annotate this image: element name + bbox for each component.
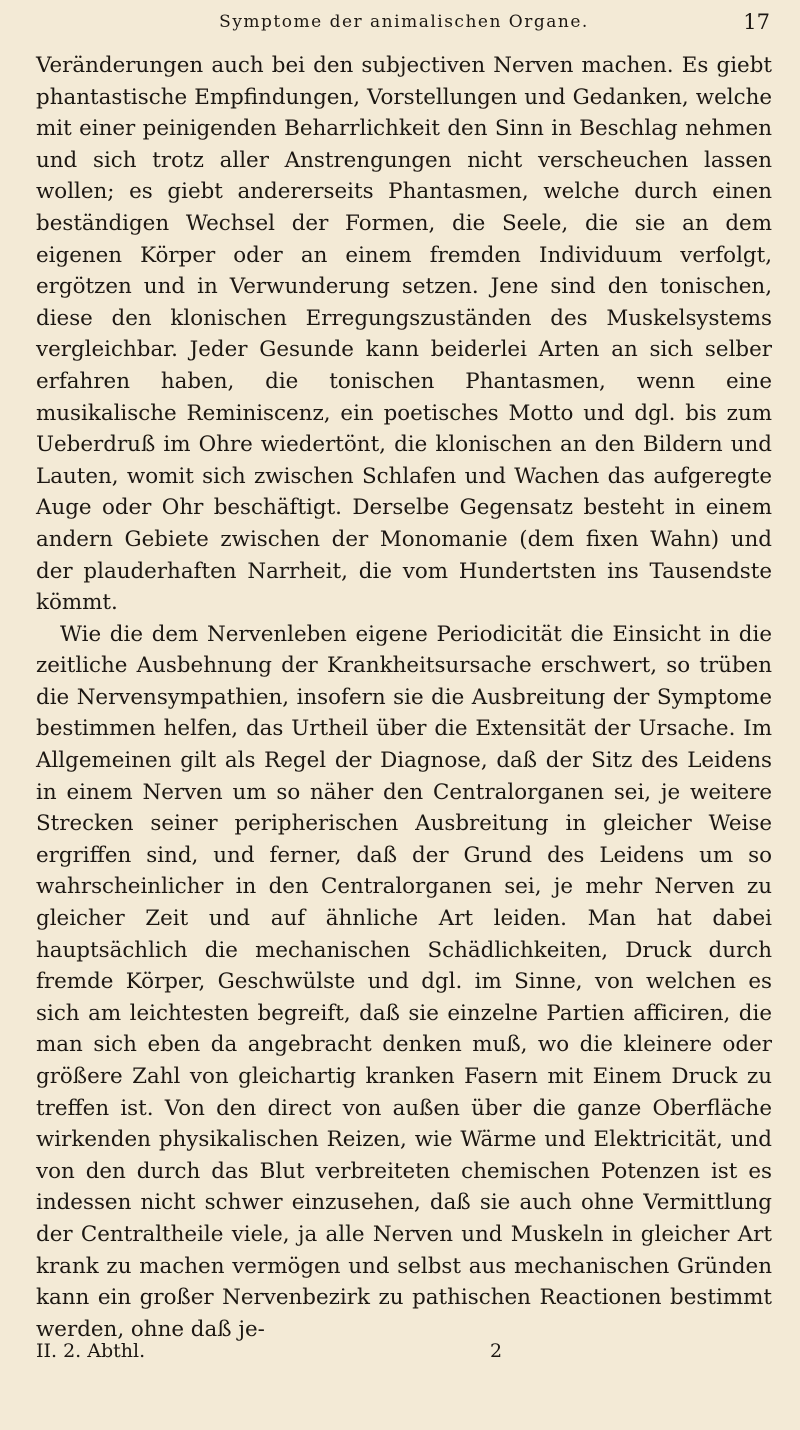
page-number: 17 — [743, 10, 770, 34]
sheet-number: 2 — [490, 1340, 503, 1362]
page-footer — [36, 1340, 772, 1370]
volume-signature: II. 2. Abthl. — [36, 1340, 146, 1362]
page-header — [36, 8, 772, 38]
body-text — [36, 50, 772, 1345]
running-title: Symptome der animalischen Organe. — [219, 12, 589, 32]
paragraph-1: Veränderungen auch bei den subjectiven Nerven machen. Es giebt phantastische Empfindungen, Vorstellungen und Gedanken, welche mit einer peinigenden Beharrlichkeit den Sinn in Beschlag nehmen und sich trotz aller Anstrengungen nicht verscheuchen lassen wollen; es giebt andererseits Phantasmen, welche durch einen beständigen Wechsel der Formen, die Seele, die sie an dem eigenen Körper oder an einem fremden Individuum verfolgt, ergötzen und in Verwunderung setzen. Jene sind den tonischen, diese den klonischen Erregungszuständen des Muskelsystems vergleichbar. Jeder Gesunde kann beiderlei Arten an sich selber erfahren haben, die tonischen Phantasmen, wenn eine musikalische Reminiscenz, ein poetisches Motto und dgl. bis zum Ueberdruß im Ohre wiedertönt, die klonischen an den Bildern und Lauten, womit sich zwischen Schlafen und Wachen das aufgeregte Auge oder Ohr beschäftigt. Derselbe Gegensatz besteht in einem andern Gebiete zwischen der Monomanie (dem fixen Wahn) und der plauderhaften Narrheit, die vom Hundertsten ins Tausendste kömmt. — [36, 53, 772, 616]
paragraph-2: Wie die dem Nervenleben eigene Periodicität die Einsicht in die zeitliche Ausbehnung der Krankheitsursache erschwert, so trüben die Nervensympathien, insofern sie die Ausbreitung der Symptome bestimmen helfen, das Urtheil über die Extensität der Ursache. Im Allgemeinen gilt als Regel der Diagnose, daß der Sitz des Leidens in einem Nerven um so näher den Centralorganen sei, je weitere Strecken seiner peripherischen Ausbreitung in gleicher Weise ergriffen sind, und ferner, daß der Grund des Leidens um so wahrscheinlicher in den Centralorganen sei, je mehr Nerven zu gleicher Zeit und auf ähnliche Art leiden. Man hat dabei hauptsächlich die mechanischen Schädlichkeiten, Druck durch fremde Körper, Geschwülste und dgl. im Sinne, von welchen es sich am leichtesten begreift, daß sie einzelne Partien afficiren, die man sich eben da angebracht denken muß, wo die kleinere oder größere Zahl von gleichartig kranken Fasern mit Einem Druck zu treffen ist. Von den direct von außen über die ganze Oberfläche wirkenden physikalischen Reizen, wie Wärme und Elektricität, und von den durch das Blut verbreiteten chemischen Potenzen ist es indessen nicht schwer einzusehen, daß sie auch ohne Vermittlung der Centraltheile viele, ja alle Nerven und Muskeln in gleicher Art krank zu machen vermögen und selbst aus mechanischen Gründen kann ein großer Nervenbezirk zu pathischen Reactionen bestimmt werden, ohne daß je- — [36, 621, 772, 1342]
